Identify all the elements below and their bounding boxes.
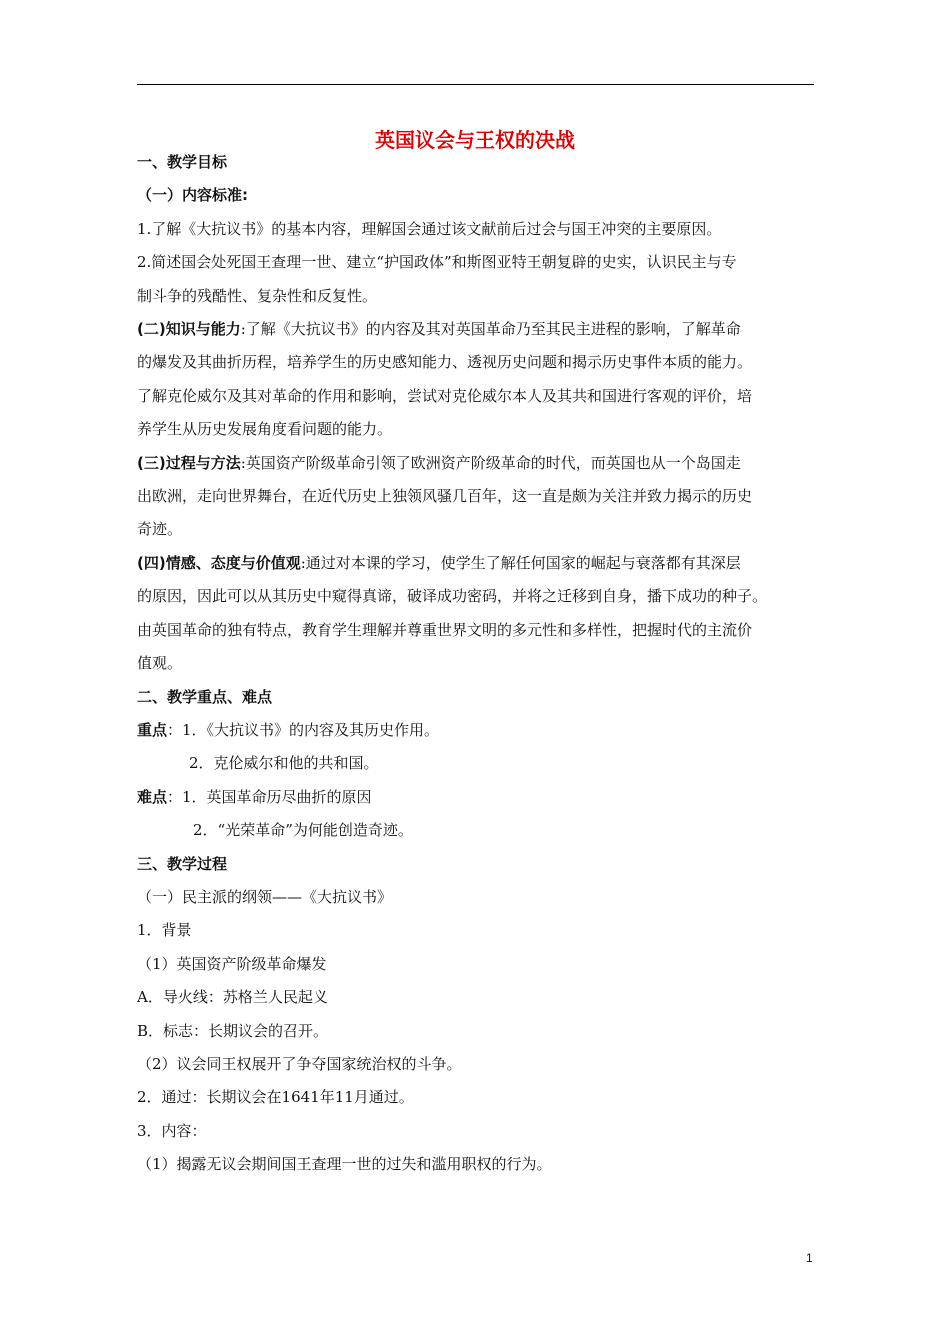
key-point-line: 2．克伦威尔和他的共和国。 [189,754,379,773]
paragraph-line: (四)情感、态度与价值观:通过对本课的学习，使学生了解任何国家的崛起与衰落都有其深层 [137,553,741,572]
key-point-line: 重点：1．《大抗议书》的内容及其历史作用。 [137,720,440,739]
section-heading: 二、教学重点、难点 [137,687,273,706]
paragraph-line: 1.了解《大抗议书》的基本内容，理解国会通过该文献前后过会与国王冲突的主要原因。 [137,219,722,238]
paragraph-line: 制斗争的残酷性、复杂性和反复性。 [137,286,378,305]
subsection-label: (三)过程与方法 [137,453,241,472]
subsection-heading: （一）内容标准: [137,186,248,205]
paragraph-line: 了解克伦威尔及其对革命的作用和影响，尝试对克伦威尔本人及其共和国进行客观的评价，培 [137,386,753,405]
paragraph-line: (二)知识与能力:了解《大抗议书》的内容及其对英国革命乃至其民主进程的影响，了解革命 [137,320,741,339]
paragraph-line: 2.简述国会处死国王查理一世、建立“护国政体”和斯图亚特王朝复辟的史实，认识民主与专 [137,253,737,272]
paragraph-line: 出欧洲，走向世界舞台，在近代历史上独领风骚几百年，这一直是颇为关注并致力揭示的历史 [137,487,753,506]
header-rule [137,84,814,85]
section-heading: 一、教学目标 [137,153,228,171]
list-item: 2．通过：长期议会在1641年11月通过。 [137,1088,414,1107]
list-item: A．导火线：苏格兰人民起义 [137,988,328,1007]
difficulty-line: 难点：1．英国革命历尽曲折的原因 [137,787,372,806]
list-item: 1．背景 [137,921,192,940]
list-item: 3．内容： [137,1121,207,1140]
section-heading: 三、教学过程 [137,854,228,873]
list-item: （1）揭露无议会期间国王查理一世的过失和滥用职权的行为。 [137,1155,552,1174]
page-number: 1 [806,1251,813,1265]
paragraph-line: 值观。 [137,654,183,673]
list-item: （一）民主派的纲领——《大抗议书》 [137,887,393,906]
subsection-label: (四)情感、态度与价值观 [137,553,301,572]
subsection-label: (二)知识与能力 [137,320,241,339]
paragraph-line: (三)过程与方法:英国资产阶级革命引领了欧洲资产阶级革命的时代，而英国也从一个岛国走 [137,453,741,472]
paragraph-line: 奇迹。 [137,520,183,539]
difficulty-line: 2．“光荣革命”为何能创造奇迹。 [193,821,413,840]
list-item: （2）议会同王权展开了争夺国家统治权的斗争。 [137,1054,462,1073]
document-body [137,146,817,1182]
paragraph-line: 的爆发及其曲折历程，培养学生的历史感知能力、透视历史问题和揭示历史事件本质的能力。 [137,353,753,372]
difficulty-label: 难点 [137,787,168,806]
key-point-label: 重点 [137,720,168,739]
list-item: B．标志：长期议会的召开。 [137,1021,329,1040]
paragraph-line: 养学生从历史发展角度看问题的能力。 [137,420,393,439]
list-item: （1）英国资产阶级革命爆发 [137,954,327,973]
paragraph-line: 的原因，因此可以从其历史中窥得真谛，破译成功密码，并将之迁移到自身，播下成功的种子。 [137,587,768,606]
document-title: 英国议会与王权的决战 [375,128,575,152]
paragraph-line: 由英国革命的独有特点，教育学生理解并尊重世界文明的多元性和多样性，把握时代的主流价 [137,620,753,639]
